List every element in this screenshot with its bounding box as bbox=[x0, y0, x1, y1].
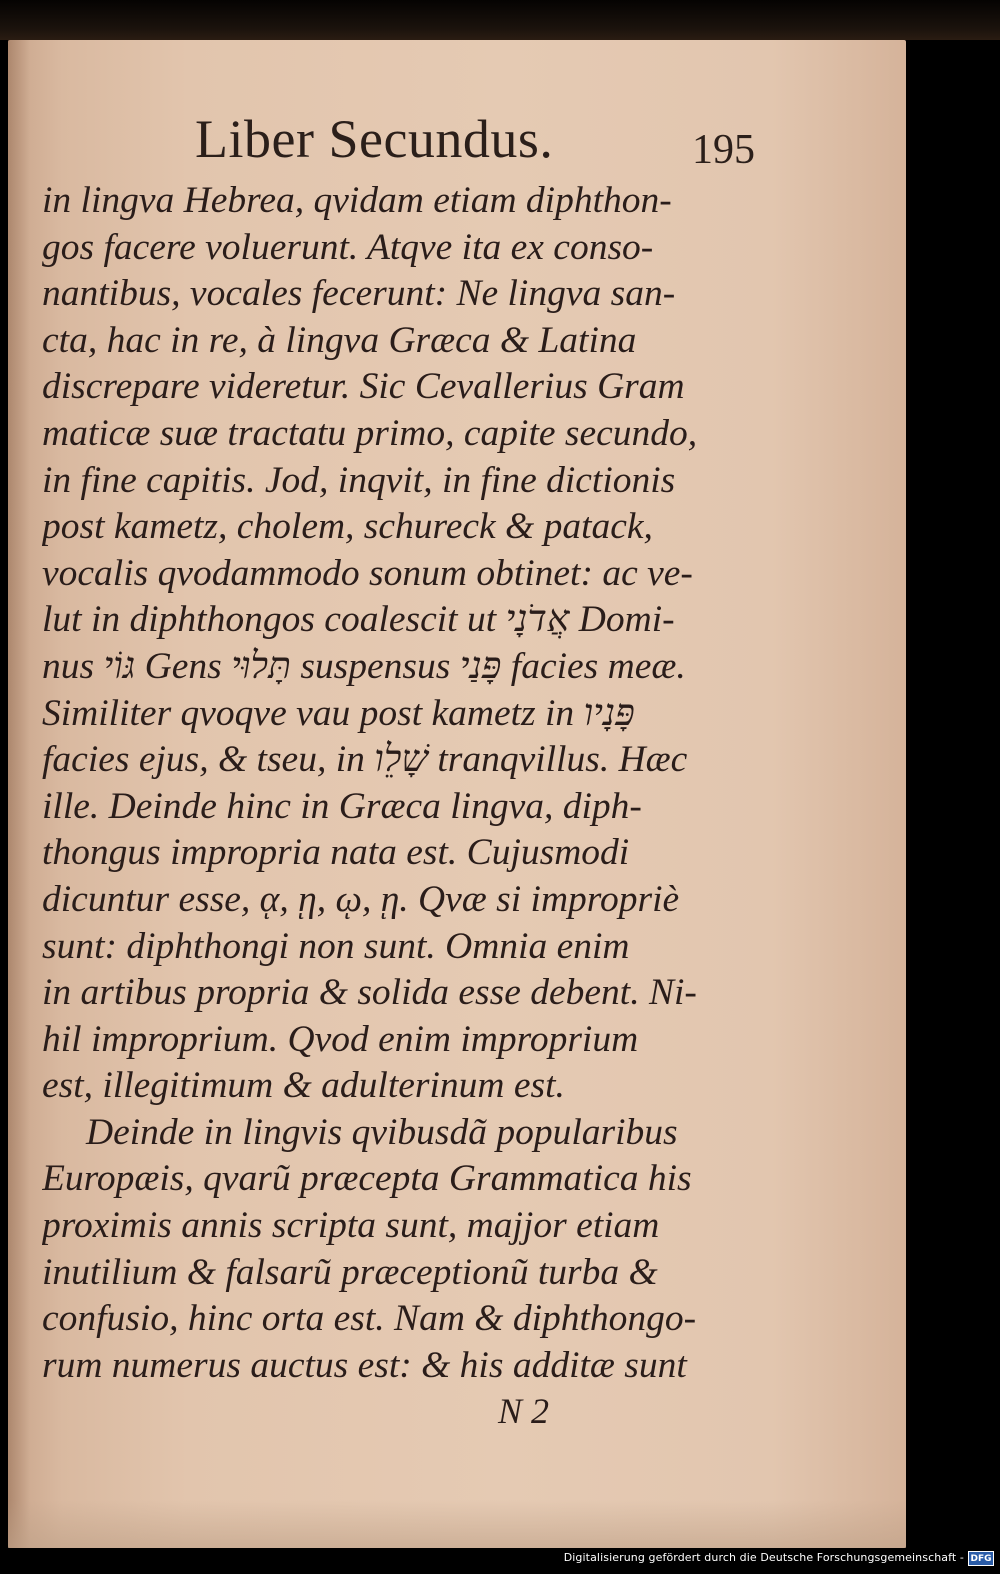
text-line: in fine capitis. Jod, inqvit, in fine dictionis bbox=[42, 459, 676, 501]
text-line: sunt: diphthongi non sunt. Omnia enim bbox=[42, 925, 630, 967]
page-number: 195 bbox=[692, 127, 755, 173]
text-line: thongus impropria nata est. Cujusmodi bbox=[42, 832, 630, 874]
text-line: inutilium & falsarũ præceptionũ turba & bbox=[42, 1251, 658, 1293]
text-line: discrepare videretur. Sic Cevallerius Gram bbox=[42, 366, 685, 408]
text-line: gos facere voluerunt. Atqve ita ex conso- bbox=[42, 226, 654, 268]
text-line: maticæ suæ tractatu primo, capite secundo, bbox=[42, 412, 698, 454]
scan-background bbox=[0, 0, 1000, 40]
signature-mark: N 2 bbox=[498, 1391, 550, 1431]
text-line: proximis annis scripta sunt, majjor etiam bbox=[42, 1205, 660, 1247]
text-line: vocalis qvodammodo sonum obtinet: ac ve- bbox=[42, 552, 693, 594]
text-line: Similiter qvoqve vau post kametz in פָּנָיו bbox=[42, 692, 635, 734]
text-line: dicuntur esse, ᾳ, ῃ, ῳ, ῃ. Qvæ si impropriè bbox=[42, 878, 680, 920]
text-line: Europæis, qvarũ præcepta Grammatica his bbox=[42, 1158, 692, 1200]
page-bottom-edge bbox=[8, 1500, 906, 1548]
dfg-logo: DFG bbox=[968, 1551, 994, 1566]
digitization-credit: Digitalisierung gefördert durch die Deutsche Forschungsgemeinschaft - bbox=[563, 1551, 964, 1564]
text-line: lut in diphthongos coalescit ut אֲדֹנָי Domi- bbox=[42, 599, 675, 641]
text-line: post kametz, cholem, schureck & patack, bbox=[42, 506, 653, 548]
text-line: nus גּוֹי Gens תָּלוּי suspensus פָּנַי facies meæ. bbox=[42, 645, 686, 687]
body-text bbox=[42, 178, 772, 1389]
text-line: in artibus propria & solida esse debent. Ni- bbox=[42, 972, 697, 1014]
page-gutter-shadow bbox=[8, 40, 30, 1548]
text-line: est, illegitimum & adulterinum est. bbox=[42, 1065, 565, 1107]
text-line: confusio, hinc orta est. Nam & diphthongo- bbox=[42, 1298, 697, 1340]
text-line: hil improprium. Qvod enim improprium bbox=[42, 1018, 639, 1060]
paragraph-start-line: Deinde in lingvis qvibusdã popularibus bbox=[86, 1111, 678, 1153]
text-line: ille. Deinde hinc in Græca lingva, diph- bbox=[42, 785, 642, 827]
text-line: rum numerus auctus est: & his additæ sunt bbox=[42, 1344, 687, 1386]
text-line: nantibus, vocales fecerunt: Ne lingva san- bbox=[42, 273, 676, 315]
running-head: Liber Secundus. bbox=[195, 109, 554, 169]
text-line: in lingva Hebrea, qvidam etiam diphthon- bbox=[42, 180, 672, 221]
text-line: cta, hac in re, à lingva Græca & Latina bbox=[42, 319, 637, 361]
text-line: facies ejus, & tseu, in שָׁלֵו tranqvillus. Hæc bbox=[42, 739, 688, 781]
